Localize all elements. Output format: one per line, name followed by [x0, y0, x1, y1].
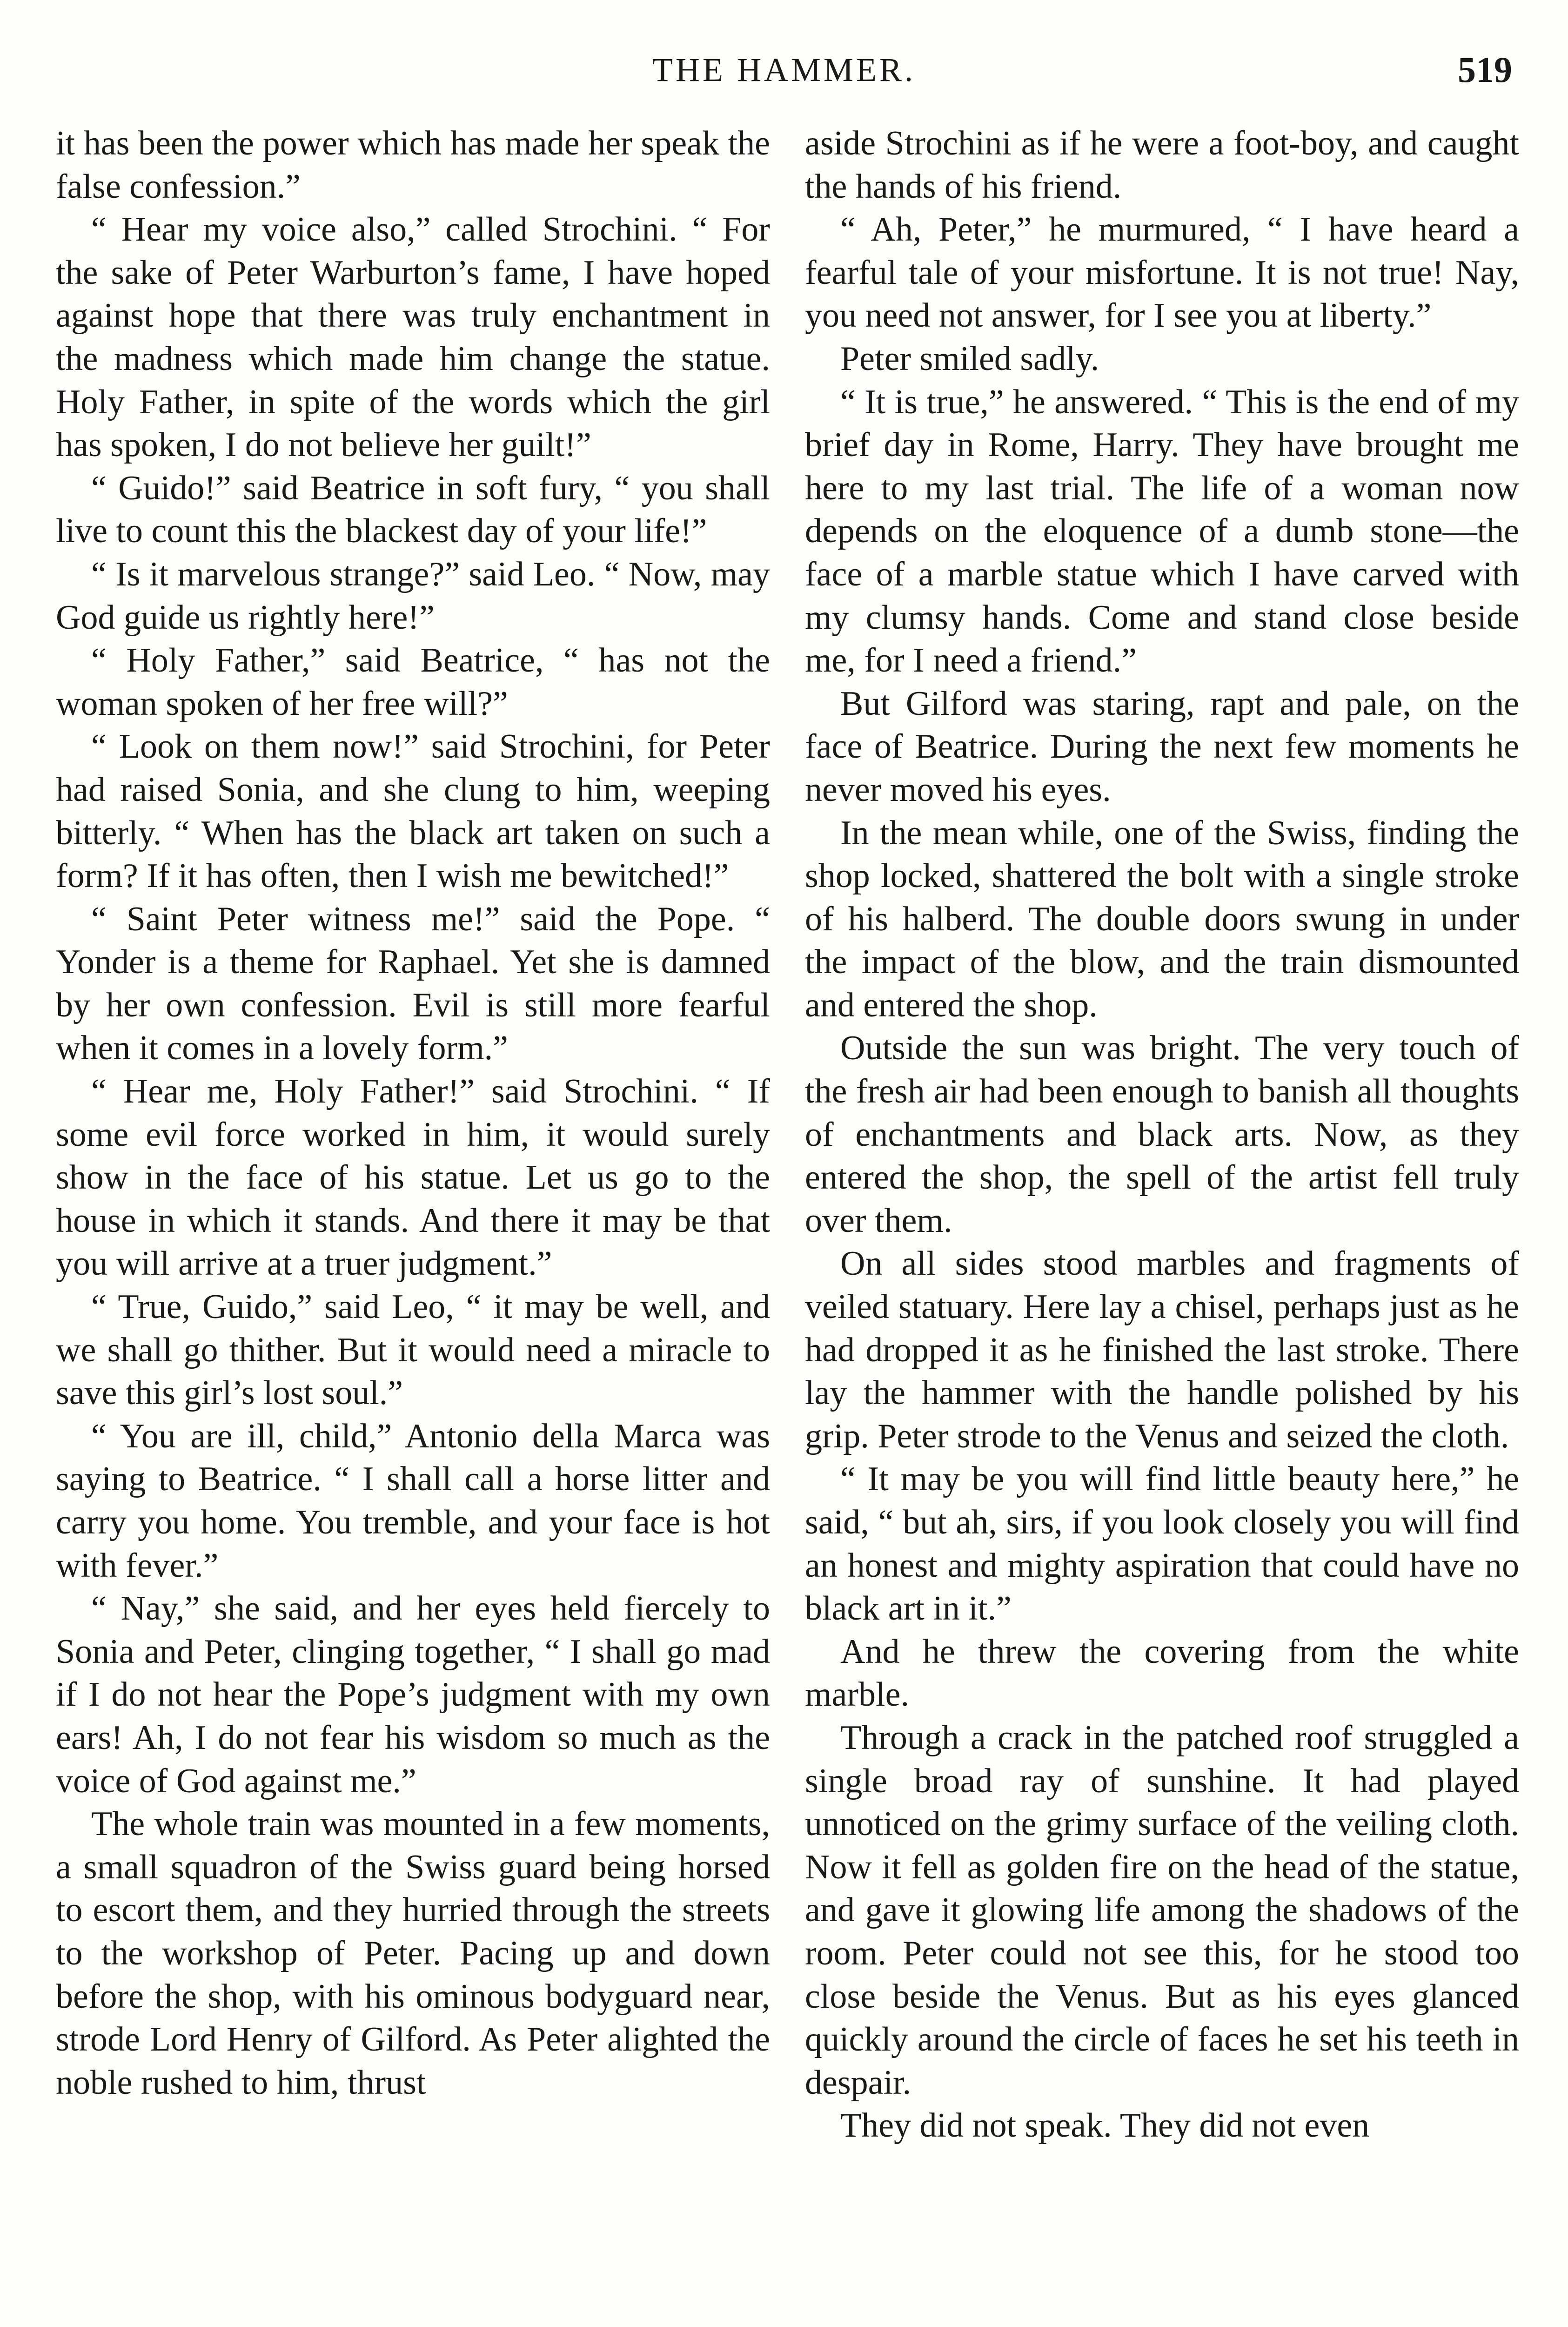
page-number: 519 [1458, 49, 1512, 90]
paragraph: “ Is it marvelous strange?” said Leo. “ Now, may God guide us rightly here!” [56, 555, 770, 637]
paragraph: “ Nay,” she said, and her eyes held fiercely to Sonia and Peter, clinging together, “ I shall go mad if I do not hear the Pope’s judgment with my own ears! Ah, I do not fear his wisdom so much as the voice of God against me.” [56, 1589, 770, 1800]
paragraph: “ Look on them now!” said Strochini, for Peter had raised Sonia, and she clung to him, weeping bitterly. “ When has the black art taken on such a form? If it has often, then I wish me bewitched!” [56, 727, 770, 895]
paragraph: “ You are ill, child,” Antonio della Marca was saying to Beatrice. “ I shall call a horse litter and carry you home. You tremble, and your face is hot with fever.” [56, 1417, 770, 1585]
paragraph: “ Ah, Peter,” he murmured, “ I have heard a fearful tale of your misfortune. It is not true! Nay, you need not answer, for I see you at liberty.” [805, 210, 1519, 335]
paragraph: Peter smiled sadly. [840, 339, 1099, 378]
paragraph: And he threw the covering from the white marble. [805, 1632, 1519, 1714]
right-column [805, 122, 1519, 2147]
paragraph: “ It is true,” he answered. “ This is the end of my brief day in Rome, Harry. They have brought me here to my last trial. The life of a woman now depends on the eloquence of a dumb stone—the face of a marble statue which I have carved with my clumsy hands. Come and stand close beside me, for I need a friend.” [805, 383, 1519, 680]
paragraph: “ Guido!” said Beatrice in soft fury, “ you shall live to count this the blackest day of your life!” [56, 469, 770, 551]
paragraph: “ True, Guido,” said Leo, “ it may be well, and we shall go thither. But it would need a miracle to save this girl’s lost soul.” [56, 1288, 770, 1412]
paragraph: “ Hear my voice also,” called Strochini. “ For the sake of Peter Warburton’s fame, I have hoped against hope that there was truly enchantment in the madness which made him change the statue. Holy Father, in spite of the words which the girl has spoken, I do not believe her guilt!” [56, 210, 770, 464]
running-title: THE HAMMER. [652, 51, 916, 88]
paragraph: “ Saint Peter witness me!” said the Pope. “ Yonder is a theme for Raphael. Yet she is damned by her own confession. Evil is still more fearful when it comes in a lovely form.” [56, 900, 770, 1068]
page-header [56, 44, 1512, 95]
paragraph: it has been the power which has made her speak the false confession.” [56, 124, 770, 206]
paragraph: aside Strochini as if he were a foot-boy, and caught the hands of his friend. [805, 124, 1519, 206]
paragraph: Outside the sun was bright. The very touch of the fresh air had been enough to banish all thoughts of enchantments and black arts. Now, as they entered the shop, the spell of the artist fell truly over them. [805, 1029, 1519, 1240]
paragraph: They did not speak. They did not even [840, 2106, 1370, 2145]
paragraph: “ Hear me, Holy Father!” said Strochini. “ If some evil force worked in him, it would surely show in the face of his statue. Let us go to the house in which it stands. And there it may be that you will arrive at a truer judgment.” [56, 1072, 770, 1283]
paragraph: “ It may be you will find little beauty here,” he said, “ but ah, sirs, if you look closely you will find an honest and mighty aspiration that could have no black art in it.” [805, 1460, 1519, 1628]
paragraph: “ Holy Father,” said Beatrice, “ has not the woman spoken of her free will?” [56, 641, 770, 723]
paragraph: The whole train was mounted in a few moments, a small squadron of the Swiss guard being horsed to escort them, and they hurried through the streets to the workshop of Peter. Pacing up and down before the shop, with his ominous bodyguard near, strode Lord Henry of Gilford. As Peter alighted the noble rushed to him, thrust [56, 1805, 770, 2102]
paragraph: Through a crack in the patched roof struggled a single broad ray of sunshine. It had played unnoticed on the grimy surface of the veiling cloth. Now it fell as golden fire on the head of the statue, and gave it glowing life among the shadows of the room. Peter could not see this, for he stood too close beside the Venus. But as his eyes glanced quickly around the circle of faces he set his teeth in despair. [805, 1718, 1519, 2102]
left-column [56, 122, 770, 2104]
paragraph: In the mean while, one of the Swiss, finding the shop locked, shattered the bolt with a single stroke of his halberd. The double doors swung in under the impact of the blow, and the train dismounted and entered the shop. [805, 814, 1519, 1024]
paragraph: On all sides stood marbles and fragments of veiled statuary. Here lay a chisel, perhaps just as he had dropped it as he finished the last stroke. There lay the hammer with the handle polished by his grip. Peter strode to the Venus and seized the cloth. [805, 1244, 1519, 1455]
paragraph: But Gilford was staring, rapt and pale, on the face of Beatrice. During the next few moments he never moved his eyes. [805, 684, 1519, 809]
